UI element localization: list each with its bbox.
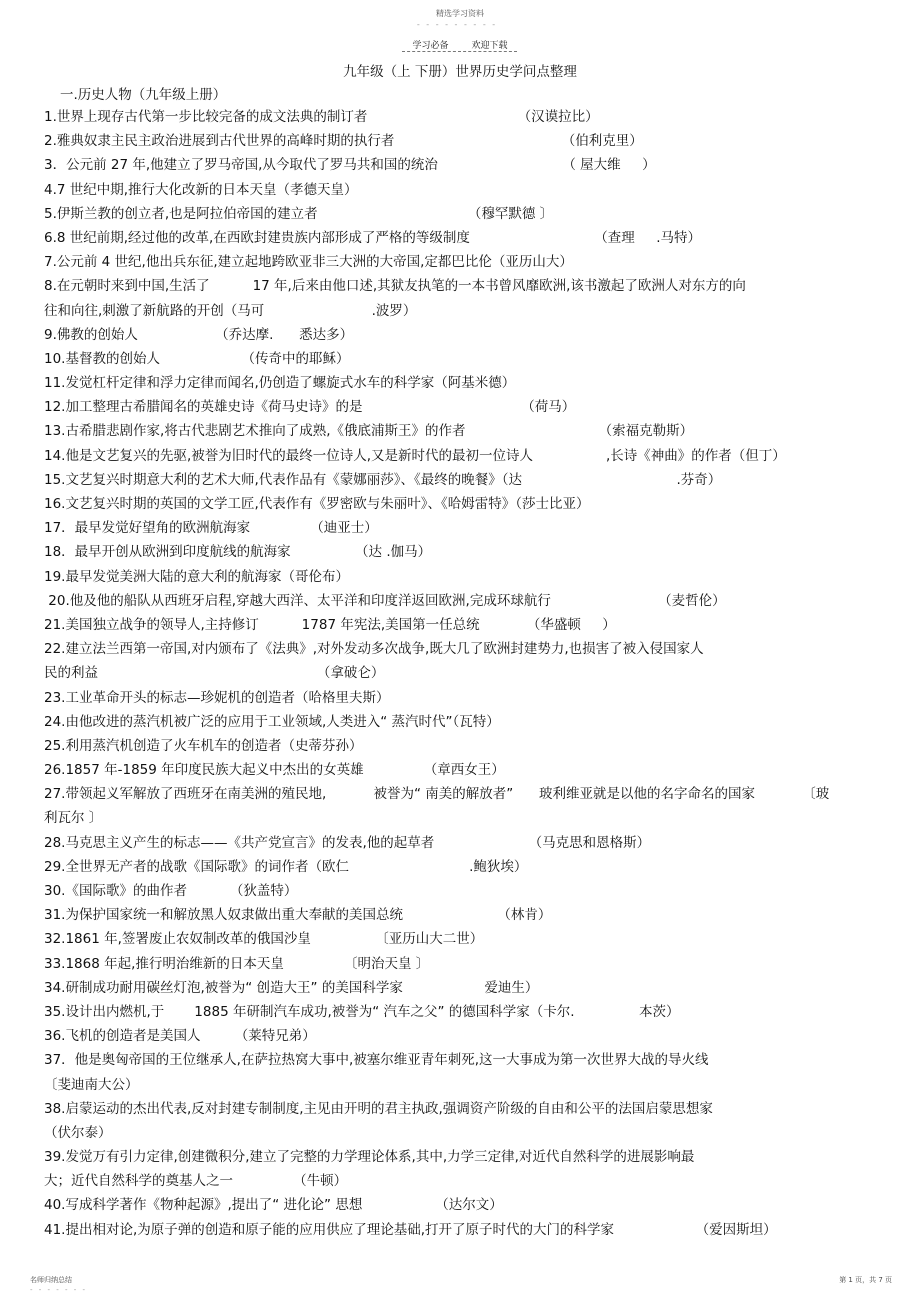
text-line: 41.提出相对论,为原子弹的创造和原子能的应用供应了理论基础,打开了原子时代的大门的科学家 （爱因斯坦）	[44, 1221, 777, 1238]
text-line: 20.他及他的船队从西班牙启程,穿越大西洋、太平洋和印度洋返回欧洲,完成环球航行 （麦哲伦）	[44, 592, 726, 609]
text-line: 24.由他改进的蒸汽机被广泛的应用于工业领域,人类进入“ 蒸汽时代”（瓦特）	[44, 713, 500, 730]
header-top-label: 精选学习资料	[436, 9, 484, 18]
text-line: 往和向往,刺激了新航路的开创（马可 .波罗）	[44, 302, 417, 319]
text-line: 15.文艺复兴时期意大利的艺术大师,代表作品有《蒙娜丽莎》、《最终的晚餐》（达 .芬奇）	[44, 471, 722, 488]
text-line: 大；近代自然科学的奠基人之一 （牛顿）	[44, 1173, 348, 1190]
text-line: 7.公元前 4 世纪,他出兵东征,建立起地跨欧亚非三大洲的大帝国,定都巴比伦（亚历山大）	[44, 254, 573, 271]
text-line: 11.发觉杠杆定律和浮力定律而闻名,仍创造了螺旋式水车的科学家（阿基米德）	[44, 375, 516, 392]
text-line: 14.他是文艺复兴的先驱,被誉为旧时代的最终一位诗人,又是新时代的最初一位诗人 ,长诗《神曲》的作者（但丁）	[44, 447, 786, 464]
text-line: 9.佛教的创始人 （乔达摩. 悉达多）	[44, 326, 354, 343]
text-line: 34.研制成功耐用碳丝灯泡,被誉为“ 创造大王” 的美国科学家 爱迪生）	[44, 979, 539, 996]
document-title: 九年级（上 下册）世界历史学问点整理	[343, 64, 577, 80]
text-line: 1.世界上现存古代第一步比较完备的成文法典的制订者 （汉谟拉比）	[44, 109, 599, 125]
text-line: 35.设计出内燃机,于 1885 年研制汽车成功,被誉为“ 汽车之父” 的德国科学家（卡尔. 本茨）	[44, 1003, 680, 1020]
text-line: 8.在元朝时来到中国,生活了 17 年,后来由他口述,其狱友执笔的一本书曾风靡欧洲,该书激起了欧洲人对东方的向	[44, 278, 746, 295]
text-line: 39.发觉万有引力定律,创建微积分,建立了完整的力学理论体系,其中,力学三定律,对近代自然科学的进展影响最	[44, 1149, 695, 1166]
text-line: 13.古希腊悲剧作家,将古代悲剧艺术推向了成熟,《俄底浦斯王》的作者 （索福克勒斯）	[44, 423, 694, 440]
text-line: 5.伊斯兰教的创立者,也是阿拉伯帝国的建立者 （穆罕默德 〕	[44, 205, 554, 222]
text-line: 16.文艺复兴时期的英国的文学工匠,代表作有《罗密欧与朱丽叶》、《哈姆雷特》（莎士比亚）	[44, 496, 590, 512]
text-line: 〔斐迪南大公）	[44, 1076, 139, 1093]
section-heading: 一.历史人物（九年级上册）	[60, 87, 227, 103]
page-number: 第 1 页，共 7 页	[839, 1276, 892, 1284]
text-line: 4.7 世纪中期,推行大化改新的日本天皇（孝德天皇）	[44, 181, 358, 198]
text-line: 18．最早开创从欧洲到印度航线的航海家 （达 .伽马）	[44, 544, 432, 561]
text-line: 21.美国独立战争的领导人,主持修订 1787 年宪法,美国第一任总统 （华盛顿 ）	[44, 616, 616, 633]
text-line: 17．最早发觉好望角的欧洲航海家 （迪亚士）	[44, 520, 378, 537]
text-line: 2.雅典奴隶主民主政治进展到古代世界的高峰时期的执行者 （伯利克里）	[44, 133, 643, 150]
text-line: 10.基督教的创始人 （传奇中的耶稣）	[44, 350, 350, 367]
header-top-dashes: - - - - - - - - -	[416, 20, 498, 29]
text-line: 12.加工整理古希腊闻名的英雄史诗《荷马史诗》的是 （荷马）	[44, 399, 576, 416]
text-line: 27.带领起义军解放了西班牙在南美洲的殖民地, 被誉为“ 南美的解放者” 玻利维亚就是以他的名字命名的国家 〔玻	[44, 786, 830, 803]
text-line: 38.启蒙运动的杰出代表,反对封建专制制度,主见由开明的君主执政,强调资产阶级的自由和公平的法国启蒙思想家	[44, 1100, 713, 1117]
header-right-label: 欢迎下载	[471, 41, 508, 51]
text-line: 22.建立法兰西第一帝国,对内颁布了《法典》,对外发动多次战争,既大几了欧洲封建势力,也损害了被入侵国家人	[44, 641, 704, 658]
text-line: 3．公元前 27 年,他建立了罗马帝国,从今取代了罗马共和国的统治 （ 屋大维 ）	[44, 157, 656, 174]
text-line: 19.最早发觉美洲大陆的意大利的航海家（哥伦布）	[44, 568, 349, 585]
header-subtitle	[0, 38, 920, 51]
text-line: 37．他是奥匈帝国的王位继承人,在萨拉热窝大事中,被塞尔维亚青年刺死,这一大事成为第一次世界大战的导火线	[44, 1052, 709, 1069]
text-line: 36.飞机的创造者是美国人 （莱特兄弟）	[44, 1028, 316, 1045]
header-divider	[402, 51, 517, 52]
footer-dashes: - - - - - - -	[30, 1286, 88, 1294]
text-line: 33.1868 年起,推行明治维新的日本天皇 〔明治天皇 〕	[44, 955, 430, 972]
text-line: 30.《国际歌》的曲作者 （狄盖特）	[44, 883, 298, 899]
header-left-label: 学习必备	[412, 41, 449, 51]
text-line: 利瓦尔 〕	[44, 810, 103, 827]
text-line: （伏尔泰）	[44, 1124, 112, 1141]
text-line: 26.1857 年-1859 年印度民族大起义中杰出的女英雄 （章西女王）	[44, 762, 505, 779]
text-line: 6.8 世纪前期,经过他的改革,在西欧封建贵族内部形成了严格的等级制度 （查理 .马特）	[44, 229, 702, 246]
text-line: 民的利益 （拿破仑）	[44, 665, 385, 682]
text-line: 31.为保护国家统一和解放黑人奴隶做出重大奉献的美国总统 （林肯）	[44, 907, 552, 924]
text-line: 40.写成科学著作《物种起源》,提出了“ 进化论” 思想 （达尔文）	[44, 1197, 503, 1214]
text-line: 28.马克思主义产生的标志——《共产党宣言》的发表,他的起草者 （马克思和恩格斯）	[44, 834, 651, 851]
text-line: 25.利用蒸汽机创造了火车机车的创造者（史蒂芬孙）	[44, 737, 363, 754]
footer-left-label: 名师归纳总结	[30, 1276, 72, 1284]
text-line: 29.全世界无产者的战歌《国际歌》的词作者（欧仁 .鲍狄埃）	[44, 858, 528, 875]
document-body	[44, 105, 884, 1242]
text-line: 23.工业革命开头的标志—珍妮机的创造者（哈格里夫斯）	[44, 689, 390, 706]
text-line: 32.1861 年,签署废止农奴制改革的俄国沙皇 〔亚历山大二世）	[44, 931, 484, 948]
